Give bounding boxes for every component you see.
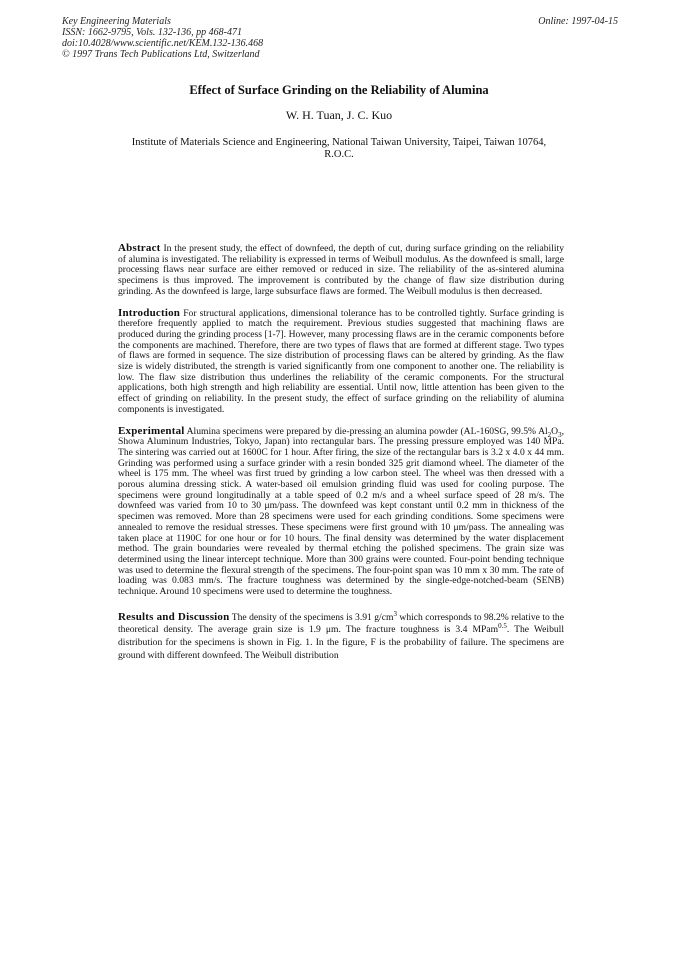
doi-link[interactable]: doi:10.4028/www.scientific.net/KEM.132-136.468 (62, 38, 264, 49)
issn: ISSN: 1662-9795, Vols. 132-136, pp 468-471 (62, 27, 242, 38)
subscript: 3 (558, 430, 562, 439)
paper-title: Effect of Surface Grinding on the Reliability of Alumina (189, 83, 489, 97)
results-heading: Results and Discussion (118, 610, 230, 623)
results-text: . The Weibull distribution for the specimens is shown in Fig. 1. In the figure, F is the probability of failure. The specimens are ground with different downfeed. The Weibull distribution (118, 624, 564, 661)
introduction-paragraph (118, 308, 564, 416)
results-text: The density of the specimens is 3.91 g/cm (231, 611, 394, 623)
experimental-paragraph (118, 426, 564, 598)
paper-body (118, 243, 564, 672)
subscript: 2 (547, 430, 552, 439)
authors: W. H. Tuan, J. C. Kuo (285, 108, 393, 122)
experimental-text: O (551, 425, 559, 437)
abstract-heading: Abstract (118, 242, 161, 254)
abstract-text: In the present study, the effect of downfeed, the depth of cut, during surface grinding on the reliability of alumina is investigated. The reliability is expressed in terms of Weibull modulus. As the downfeed is small, large processing flaws near surface are either removed or reduced in size. The reliability of the as-sintered alumina specimens is thus improved. The improvement is contributed by the change of flaw size distribution during grinding. As the downfeed is large, large subsurface flaws are formed. The Weibull modulus is then decreased. (118, 243, 564, 297)
online-date: Online: 1997-04-15 (538, 16, 618, 27)
introduction-heading: Introduction (118, 306, 181, 319)
results-text: which corresponds to 98.2% relative to the theoretical density. The average grain size is 1.9 μm. The fracture toughness is 3.4 MPam (118, 611, 564, 636)
introduction-text: For structural applications, dimensional tolerance has to be controlled tightly. Surface grinding is therefore frequently applied to match the requirement. Previous studies suggested that machining flaws are produced during the grinding process [1-7]. However, many processing flaws are in the ceramic components before the components are machined. Therefore, there are two types of flaws that are formed at different stage. Two types of flaws are formed in sequence. The size distribution of processing flaws can be altered by grinding. As the flaw size is widely distributed, the strength is varied significantly from one component to another one. The reliability is low. The flaw size distribution thus underlines the reliability of the ceramic components. For the structural applications, both high strength and high reliability are essential. Until now, little attention has been given to the effect of grinding on reliability. In the present study, the effect of surface grinding on the reliability of alumina components is investigated. (118, 307, 564, 415)
abstract-paragraph (118, 243, 564, 298)
experimental-text: Alumina specimens were prepared by die-pressing an alumina powder (AL-160SG, 99.5% Al (186, 425, 548, 437)
copyright: © 1997 Trans Tech Publications Ltd, Switzerland (62, 49, 260, 60)
results-paragraph (118, 611, 564, 662)
superscript: 0.5 (498, 622, 507, 631)
superscript: 3 (393, 609, 397, 618)
affiliation: Institute of Materials Science and Engineering, National Taiwan University, Taipei, Taiwan 10764, R.O.C. (131, 137, 547, 160)
experimental-heading: Experimental (118, 424, 185, 437)
experimental-text: , Showa Aluminum Industries, Tokyo, Japan) into rectangular bars. The pressing pressure employed was 140 MPa. The sintering was carried out at 1600C for 1 hour. After firing, the size of the rectangular bars is 3.2 x 4.0 x 44 mm. Grinding was performed using a surface grinder with a resin bonded 325 grit diamond wheel. The diameter of the wheel is 175 mm. The wheel was first trued by grinding a low carbon steel. The wheel was then dressed with a porous alumina dressing stick. A water-based oil emulsion grinding fluid was used for cooling purpose. The specimens were ground longitudinally at a table speed of 0.2 m/s and a wheel surface speed of 28 m/s. The downfeed was varied from 10 to 30 μm/pass. The downfeed was kept constant until 0.2 mm in thickness of the specimen was removed. More than 28 specimens were used for each grinding conditions. Some specimens were annealed to remove the residual stresses. These specimens were first ground with 10 μm/pass. The annealing was taken place at 1190C for one hour or for 10 hours. The final density was determined by the water displacement method. The grain boundaries were revealed by thermal etching the polished specimens. The grain size was determined using the linear intercept technique. More than 300 grains were counted. Four-point bending technique was used to determine the flexural strength of the specimens. The four-point span was 10 mm x 30 mm. The rate of loading was 0.083 mm/s. The fracture toughness was determined by the single-edge-notched-beam (SENB) technique. Around 10 specimens were used to determine the toughness. (118, 425, 565, 598)
journal-header (62, 16, 618, 60)
journal-name: Key Engineering Materials (62, 16, 171, 27)
